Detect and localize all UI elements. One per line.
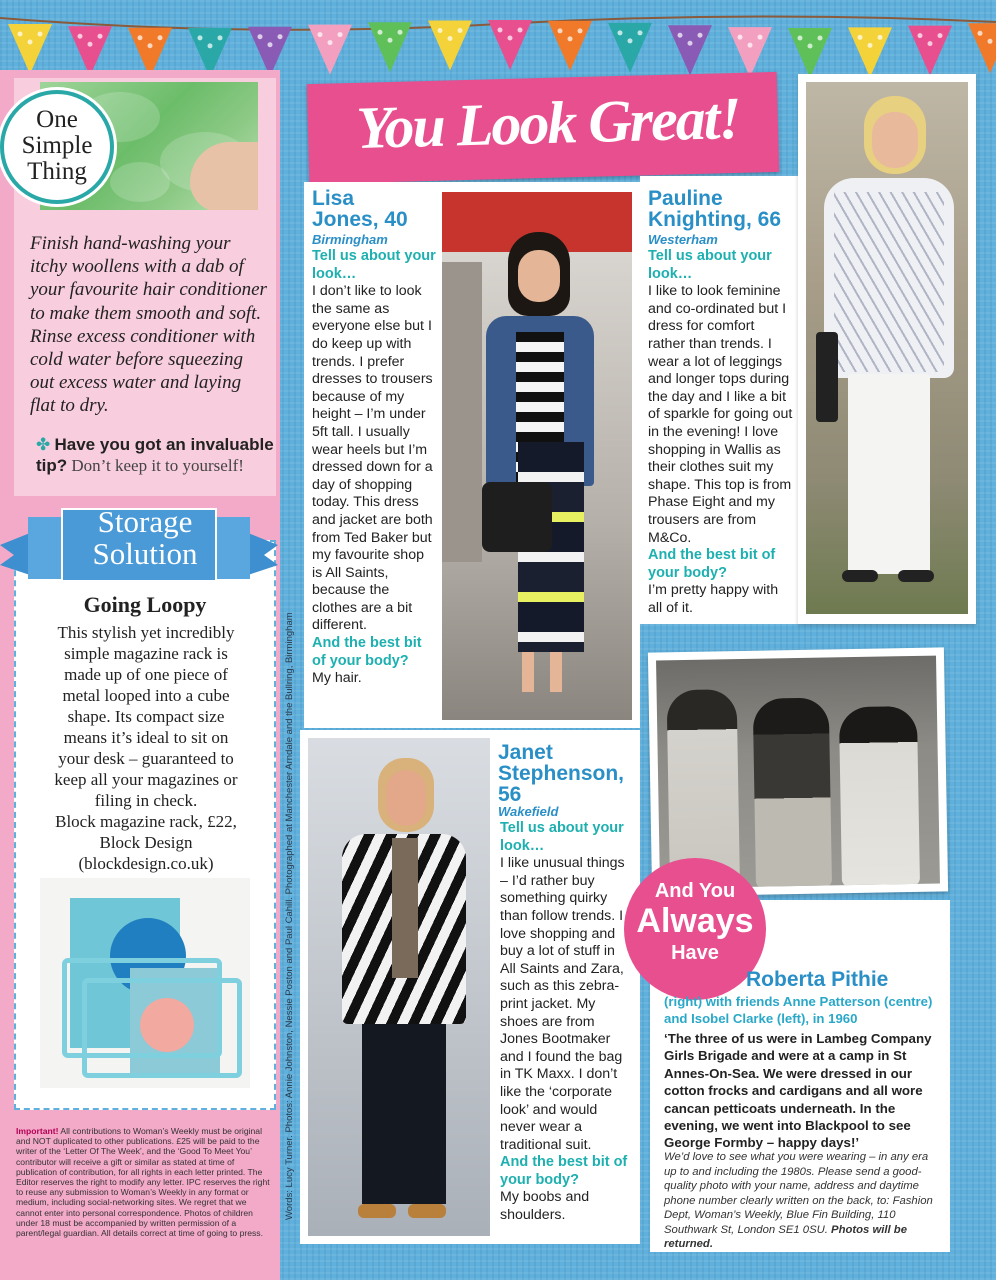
- small-print-label: Important!: [16, 1126, 59, 1136]
- lisa-name-line-1: Lisa: [312, 187, 355, 210]
- bunting-dot: [858, 35, 863, 40]
- pauline-text: [648, 248, 794, 617]
- roberta-quote: ‘The three of us were in Lambeg Company Girls Brigade and were at a camp in St Annes-On-Sea. We were dressed in our cotton frocks and cardigans and all wore cancan petticoats underneath. In the evening, we went into Blackpool to see George Formby – happy days!’: [664, 1031, 932, 1151]
- storage-product: Block magazine rack, £22, Block Design (blockdesign.co.uk): [55, 812, 237, 873]
- storage-description: This stylish yet incredibly simple magazine rack is made up of one piece of metal looped into a cube shape. Its compact size means it’s ideal to sit on your desk – guaranteed to keep all your magazines or filing in check.: [54, 623, 238, 810]
- pauline-question-2: And the best bit of your body?: [648, 547, 776, 581]
- janet-answer-1: I like unusual things – I’d rather buy something quirky than follow trends. I love shopping and buy a lot of stuff in All Saints and Zara, such as this zebra-print jacket. My shoes are from Jones Bootmaker and I found the bag in TK Maxx. I don’t like the ‘corporate look’ and would never wear a traditional suit.: [500, 855, 625, 1153]
- bunting-dot: [818, 35, 823, 40]
- bunting-flag: [968, 23, 996, 73]
- tip-cta-bold: Have you got an invaluable tip?: [36, 435, 274, 475]
- bunting-dot: [138, 35, 143, 40]
- bunting-dot: [738, 35, 743, 40]
- bunting-dot: [438, 28, 443, 33]
- badge-line-2: Simple: [21, 132, 93, 159]
- bunting-dot: [568, 36, 573, 41]
- bunting-flag: [8, 24, 52, 74]
- bunting-dot: [678, 33, 683, 38]
- lisa-name-line-2: Jones, 40: [312, 208, 408, 231]
- bunting-dot: [878, 35, 883, 40]
- photo-credits: Words: Lucy Turner. Photos: Annie Johnston, Nessie Poston and Paul Cahill. Photographed at Manchester Arndale and the Bullring, Birmingham: [284, 612, 295, 1220]
- bunting-dot: [268, 42, 273, 47]
- janet-name-line-1: Janet: [498, 741, 553, 764]
- submission-invite: [664, 1150, 940, 1252]
- bunting-flag: [668, 25, 712, 75]
- bunting-dot: [938, 33, 943, 38]
- bunting-dot: [198, 35, 203, 40]
- bunting-dot: [278, 34, 283, 39]
- invite-bold: Photos will be returned.: [664, 1223, 907, 1250]
- bunting-dot: [638, 30, 643, 35]
- bunting-dot: [218, 35, 223, 40]
- lisa-photo: [442, 192, 632, 720]
- janet-text: [500, 820, 630, 1225]
- lisa-answer-1: I don’t like to look the same as everyone else but I do keep up with trends. I prefer dresses to trousers because of my height – I’m under 5ft tall. I usually wear heels but I’m dressed down for a day of shopping today. This dress and jacket are both from Ted Baker but my favourite shop is All Saints, because the clothes are a bit different.: [312, 283, 433, 634]
- bunting-dot: [928, 41, 933, 46]
- lisa-question-2: And the best bit of your body?: [312, 635, 422, 669]
- bunting-dot: [918, 33, 923, 38]
- bunting-dot: [558, 28, 563, 33]
- bunting-dot: [148, 43, 153, 48]
- bunting-dot: [808, 43, 813, 48]
- roberta-caption: (right) with friends Anne Patterson (centre) and Isobel Clarke (left), in 1960: [664, 994, 933, 1026]
- bunting-flag: [428, 21, 472, 71]
- bunting-dot: [518, 28, 523, 33]
- badge-always: Always: [636, 902, 754, 940]
- badge-have: Have: [671, 942, 719, 964]
- pauline-answer-2: I’m pretty happy with all of it.: [648, 582, 779, 616]
- janet-answer-2: My boobs and shoulders.: [500, 1189, 590, 1224]
- bunting-flag: [728, 27, 772, 77]
- bunting-dot: [98, 34, 103, 39]
- magazine-rack-photo: [40, 878, 250, 1088]
- bunting-flag: [368, 22, 412, 72]
- bunting-dot: [498, 28, 503, 33]
- pauline-name: [648, 188, 781, 230]
- bunting-dot: [388, 38, 393, 43]
- janet-question-1: Tell us about your look…: [500, 820, 624, 854]
- janet-town: Wakefield: [498, 804, 559, 819]
- bunting-dot: [448, 36, 453, 41]
- bunting-dot: [508, 36, 513, 41]
- pauline-town: Westerham: [648, 232, 718, 247]
- janet-name-line-3: 56: [498, 783, 522, 806]
- pauline-answer-1: I like to look feminine and co-ordinated but I dress for comfort rather than trends. I wear a lot of leggings and longer tops during the day and I like a bit of sparkle for going out in the evening! I love shopping in Wallis as their clothes suit my shape. This top is from Phase Eight and my trousers are from M&Co.: [648, 283, 793, 546]
- headline: You Look Great!: [355, 84, 741, 162]
- bunting-dot: [698, 33, 703, 38]
- bunting-dot: [978, 31, 983, 36]
- bunting-flag: [908, 26, 952, 76]
- pauline-photo: [806, 82, 968, 614]
- bunting-dot: [18, 32, 23, 37]
- janet-name: [498, 742, 624, 805]
- bunting-dot: [618, 30, 623, 35]
- lisa-name: [312, 188, 408, 230]
- storage-body: [46, 622, 246, 874]
- bunting-flag: [308, 25, 352, 75]
- bunting-dot: [748, 43, 753, 48]
- vintage-photo: [656, 656, 940, 889]
- badge-and-you: And You: [654, 880, 736, 902]
- bunting-flag: [548, 21, 592, 71]
- lisa-text: [312, 248, 436, 688]
- bunting-flag: [68, 26, 112, 76]
- bunting-flag: [488, 20, 532, 70]
- janet-name-line-2: Stephenson,: [498, 762, 625, 785]
- janet-question-2: And the best bit of your body?: [500, 1154, 628, 1188]
- bunting-dot: [628, 38, 633, 43]
- bunting-dot: [208, 43, 213, 48]
- bunting-dot: [798, 35, 803, 40]
- badge-line-1: One: [36, 106, 78, 133]
- bunting-dot: [258, 34, 263, 39]
- pauline-name-line-2: Knighting, 66: [648, 208, 781, 231]
- roberta-name: Roberta Pithie: [746, 968, 889, 991]
- bunting-dot: [38, 32, 43, 37]
- bunting-dot: [578, 28, 583, 33]
- bunting-dot: [458, 28, 463, 33]
- bunting-dot: [688, 41, 693, 46]
- bunting-dot: [988, 39, 993, 44]
- bunting-decoration: [0, 0, 996, 80]
- janet-photo: [308, 738, 490, 1236]
- bunting-dot: [868, 43, 873, 48]
- storage-title-line-1: Storage: [97, 504, 193, 539]
- invite-text: We’d love to see what you were wearing – in any era up to and including the 1980s. Please send a good-quality photo with your name, address and daytime phone number clearly written on the back, to: Fashion Dept, Woman’s Weekly, Blue Fin Building, 110 Southwark St, London SE1 0SU.: [664, 1151, 933, 1236]
- tip-cta-rest: Don’t keep it to yourself!: [67, 456, 244, 475]
- bunting-dot: [758, 35, 763, 40]
- flower-icon: ✤: [36, 435, 51, 454]
- badge-line-3: Thing: [27, 158, 87, 185]
- and-you-always-have-badge: [624, 858, 766, 1000]
- tip-text: Finish hand-washing your itchy woollens with a dab of your favourite hair conditioner to make them smooth and soft. Rinse excess conditioner with cold water before squeezing out excess water and laying flat to dry.: [30, 233, 267, 417]
- bunting-flag: [608, 23, 652, 73]
- lisa-town: Birmingham: [312, 232, 388, 247]
- bunting-dot: [378, 30, 383, 35]
- pauline-question-1: Tell us about your look…: [648, 248, 772, 282]
- bunting-dot: [158, 35, 163, 40]
- bunting-flag: [788, 28, 832, 78]
- bunting-dot: [78, 34, 83, 39]
- bunting-dot: [88, 42, 93, 47]
- pauline-name-line-1: Pauline: [648, 187, 723, 210]
- storage-title-line-2: Solution: [92, 536, 198, 571]
- lisa-answer-2: My hair.: [312, 670, 362, 687]
- tip-call-to-action: [36, 434, 276, 476]
- bunting-dot: [398, 30, 403, 35]
- bunting-dot: [338, 32, 343, 37]
- bunting-dot: [328, 40, 333, 45]
- one-simple-thing-badge: [0, 90, 114, 204]
- lisa-question-1: Tell us about your look…: [312, 248, 436, 282]
- bunting-flag: [848, 27, 892, 77]
- bunting-dot: [28, 40, 33, 45]
- bunting-dot: [318, 32, 323, 37]
- small-print: [16, 1126, 270, 1238]
- storage-heading: Going Loopy: [83, 592, 207, 617]
- small-print-text: All contributions to Woman’s Weekly must be original and NOT duplicated to other publications. £25 will be paid to the writer of the ‘Letter Of The Week’, and the ‘Good To Meet You’ contributor will receive a gift or similar as stated at time of publication of contribution, for all rights in each letter printed. The Editor reserves the right to modify any letter. IPC reserves the right to reuse any submission to Woman’s Weekly in any format or medium, including social-networking sites. We regret that we cannot enter into personal correspondence. Photos of children under 18 must be accompanied by written permission of a parent/legal guardian. All details correct at time of going to press.: [16, 1126, 270, 1239]
